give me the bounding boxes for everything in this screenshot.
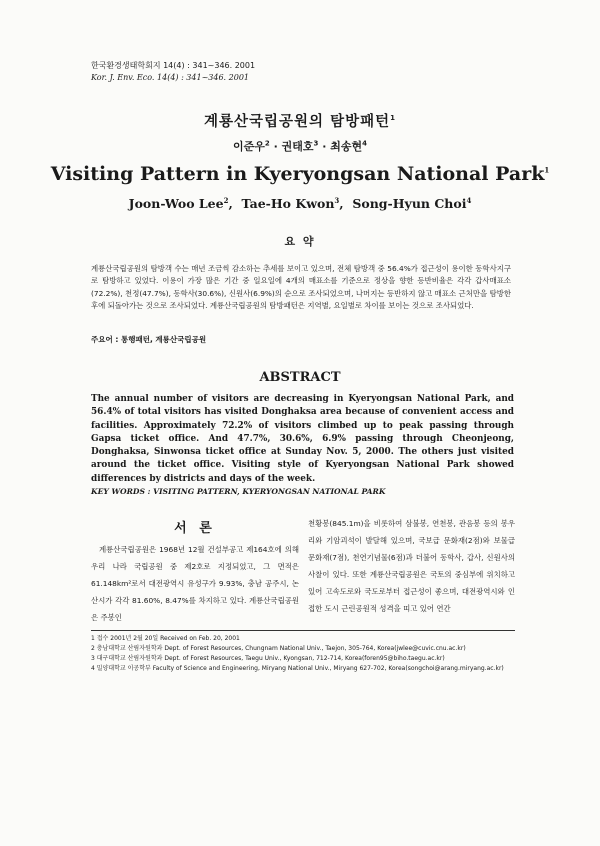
footnote-number: 4 [91,665,95,672]
english-author-name: Tae-Ho Kwon [241,196,335,211]
author-separator: · [318,140,331,153]
english-author-name: Song-Hyun Choi [352,196,467,211]
korean-author-sup: 3 [313,139,319,148]
english-abstract-text: The annual number of visitors are decreasing in Kyeryongsan National Park, and 56.4% of total visitors has visited Donghaksa area because of convenient access and facilities. Approximately 72.2% of visitors climbed up to peak passing through Gapsa ticket office. And 47.7%, 30.6%, 6.9% passing through Cheonjeong, Donghaksa, Sinwonsa ticket office at Sunday Nov. 5, 2000. The others just visited around the ticket office. Visiting style of Kyeryongsan National Park showed differences by districts and days of the week. [91,394,514,484]
korean-keywords-label: 주요어 : [91,335,119,344]
korean-author-name: 권태호 [281,140,314,153]
korean-keywords-value: 통행패턴, 계룡산국립공원 [120,335,207,344]
footnote-number: 1 [91,635,95,642]
footnote-english: Received on Feb. 20, 2001 [160,635,240,642]
footnote-2 [91,644,466,654]
english-author-sup: 3 [334,195,340,205]
author-separator: · [269,140,282,153]
english-author-name: Joon-Woo Lee [128,196,224,211]
korean-author-name: 이준우 [233,140,265,153]
korean-title-sup: 1 [390,114,396,123]
english-keywords: KEY WORDS : VISITING PATTERN, KYERYONGSAN NATIONAL PARK [91,487,386,496]
footnote-english: Dept. of Forest Resources, Taegu Univ., Kyongsan, 712-714, Korea(foren95@biho.taegu.ac.kr) [164,655,445,662]
korean-title-text: 계룡산국립공원의 탐방패턴 [203,114,391,130]
intro-left-column: 계룡산국립공원은 1968년 12월 건설부공고 제164호에 의해 우리 나라 국립공원 중 제2호로 지정되었고, 그 면적은 61.148km²로서 대전광역시 유성구가 9.93%, 충남 공주시, 논산시가 각각 81.60%, 8.47%를 차지하고 있다. 계룡산국립공원은 주봉인 [91,545,299,622]
korean-author-sup: 2 [264,139,270,148]
korean-abstract-text: 계룡산국립공원의 탐방객 수는 매년 조금씩 감소하는 추세를 보이고 있으며, 전체 탐방객 중 56.4%가 접근성이 용이한 동학사지구로 탐방하고 있었다. 이용이 가장 많은 기간 중 일요일에 4개의 매표소를 기준으로 정상을 향한 등반비율은 각각 갑사매표소(72.2%), 천정(47.7%), 동학사(30.6%), 신원사(6.9%)의 순으로 조사되었으며, 나머지는 등반하지 않고 매표소 근처만을 탐방한 후에 되돌아가는 것으로 조사되었다. 계룡산국립공원의 탐방패턴은 지역별, 요일별로 차이를 보이는 것으로 조사되었다. [91,264,511,310]
footnote-korean: 충남대학교 산림자원학과 [96,645,163,652]
footnote-number: 2 [91,645,95,652]
footnote-number: 3 [91,655,95,662]
footnote-english: Faculty of Science and Engineering, Miryang National Univ., Miryang 627-702, Korea(songchoi@arang.miryang.ac.kr) [152,665,504,672]
english-title-sup: 1 [544,165,550,175]
english-title-text: Visiting Pattern in Kyeryongsan National Park [50,163,545,185]
korean-authors [0,138,600,154]
english-title [0,163,600,185]
korean-abstract-heading: 요 약 [284,235,316,248]
journal-ref-korean: 한국환경생태학회지 14(4) : 341~346. 2001 [91,61,256,70]
english-author-sup: 2 [223,195,229,205]
footnote-korean: 대구대학교 산림자원학과 [96,655,163,662]
korean-keywords [91,334,206,345]
footnote-divider [91,630,515,631]
footnote-english: Dept. of Forest Resources, Chungnam National Univ., Taejon, 305-764, Korea(jwlee@cuvic.cnu.ac.kr) [164,645,466,652]
korean-title [0,110,600,131]
korean-author-sup: 4 [362,139,367,148]
korean-author-name: 최송현 [330,140,363,153]
footnote-4 [91,664,504,674]
english-abstract-heading: ABSTRACT [259,370,341,385]
intro-heading: 서 론 [174,521,216,536]
footnote-3 [91,654,445,664]
english-authors: Joon-Woo Lee$^2$, Tae-Ho Kwon$^3$, Song-Hyun Choi$^4$ [128,195,472,211]
english-author-sup: 4 [466,195,472,205]
footnote-korean: 밀양대학교 이공학부 [96,665,151,672]
journal-ref-english: Kor. J. Env. Eco. 14(4) : 341~346. 2001 [91,73,249,82]
footnote-korean: 접수 2001년 2월 20일 [96,635,159,642]
footnote-1 [91,634,240,644]
intro-right-column: 천황봉(845.1m)을 비롯하여 삼불봉, 연천봉, 관음봉 등의 봉우리와 기암괴석이 발달해 있으며, 국보급 문화재(2점)와 보물급 문화재(7점), 천연기념물(6점)과 더불어 동학사, 갑사, 신원사의 사찰이 있다. 또한 계룡산국립공원은 국토의 중심부에 위치하고 있어 고속도로와 국도로부터 접근성이 좋으며, 대전광역시와 인접한 도시 근린공원적 성격을 띠고 있어 연간 [308,519,515,613]
